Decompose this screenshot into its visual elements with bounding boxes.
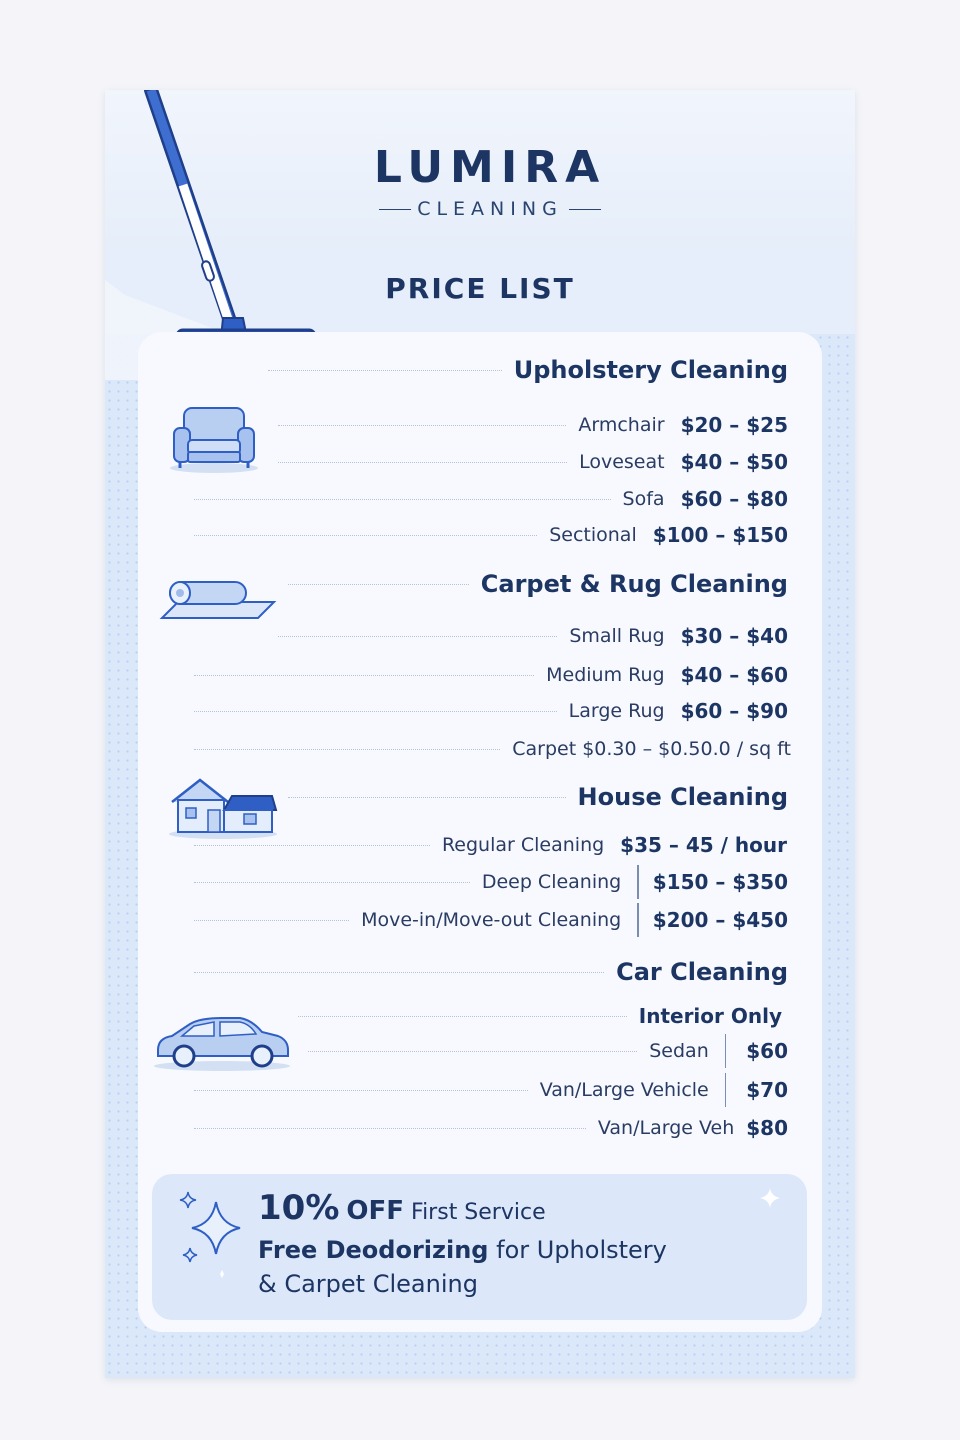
item-label: Deep Cleaning: [481, 871, 622, 893]
item-price: $30 – $40: [680, 624, 788, 648]
leader-dots: [194, 920, 349, 921]
leader-dots: [194, 535, 537, 536]
section-header-car: [194, 957, 788, 987]
price-row: [194, 660, 788, 690]
leader-dots: [194, 972, 604, 973]
price-separator: [637, 865, 639, 899]
item-label: Large Rug: [568, 700, 665, 722]
item-price: $20 – $25: [680, 413, 788, 437]
item-label: Sectional: [549, 524, 637, 546]
price-row: [194, 696, 788, 726]
promo-free-bold: Free Deodorizing: [258, 1236, 489, 1264]
price-row: [194, 905, 788, 935]
section-title-upholstery: Upholstery Cleaning: [513, 356, 788, 384]
brand-tagline: [105, 198, 855, 220]
price-row: [194, 867, 788, 897]
item-price: $60 – $80: [680, 487, 788, 511]
price-row: [194, 1075, 788, 1105]
item-label: Small Rug: [569, 625, 665, 647]
tagline-rule-left: [379, 209, 411, 211]
leader-dots: [308, 1051, 637, 1052]
promo-discount-off: OFF: [346, 1196, 405, 1226]
promo-free-rest: for Upholstery: [496, 1236, 667, 1264]
item-label: Sofa: [622, 488, 665, 510]
promo-discount: [258, 1188, 546, 1228]
price-list-poster: [105, 90, 855, 1378]
item-label: Van/Large Veh: [597, 1117, 735, 1139]
price-row: [194, 830, 787, 860]
item-price: $40 – $60: [680, 663, 788, 687]
item-label: Sedan: [649, 1040, 709, 1062]
section-header-carpet: [288, 569, 788, 599]
price-row: [194, 520, 788, 550]
item-price: $35 – 45 / hour: [620, 833, 787, 857]
section-header-house: [288, 782, 788, 812]
price-row: [278, 447, 788, 477]
car-subtitle: Interior Only: [638, 1004, 782, 1028]
car-icon: [152, 1012, 292, 1072]
armchair-icon: [168, 402, 260, 476]
leader-dots: [298, 1016, 627, 1017]
price-separator: [725, 1073, 727, 1107]
item-price: $70: [746, 1078, 788, 1102]
price-row: [278, 410, 788, 440]
price-separator: [637, 903, 639, 937]
price-row: [194, 734, 791, 764]
promo-box: [152, 1174, 807, 1320]
leader-dots: [194, 711, 557, 712]
price-row: [278, 621, 788, 651]
promo-discount-value: 10%: [258, 1188, 340, 1228]
promo-free-line2: & Carpet Cleaning: [258, 1270, 478, 1298]
item-price: $80: [746, 1116, 788, 1140]
item-label: Regular Cleaning: [441, 834, 605, 856]
leader-dots: [278, 636, 557, 637]
item-price: $200 – $450: [652, 908, 788, 932]
leader-dots: [194, 499, 611, 500]
sparkle-icon: [758, 1186, 782, 1210]
leader-dots: [194, 1128, 586, 1129]
section-title-car: Car Cleaning: [616, 958, 788, 986]
item-price: $40 – $50: [680, 450, 788, 474]
leader-dots: [278, 462, 567, 463]
price-separator: [725, 1034, 727, 1068]
item-label: Medium Rug: [546, 664, 665, 686]
promo-discount-rest: First Service: [411, 1200, 546, 1225]
brand-tagline-text: CLEANING: [417, 198, 563, 220]
section-title-house: House Cleaning: [577, 783, 788, 811]
leader-dots: [288, 584, 469, 585]
sparkle-icon: [178, 1188, 248, 1278]
brand-name: LUMIRA: [373, 142, 607, 193]
item-price: $60: [746, 1039, 788, 1063]
price-row: [194, 484, 788, 514]
item-label: Armchair: [578, 414, 665, 436]
leader-dots: [194, 1090, 528, 1091]
item-label: Carpet $0.30 – $0.50.0 / sq ft: [512, 738, 791, 760]
item-label: Move-in/Move-out Cleaning: [361, 909, 622, 931]
item-label: Van/Large Vehicle: [539, 1079, 709, 1101]
price-list-title: PRICE LIST: [385, 272, 575, 305]
leader-dots: [288, 797, 566, 798]
leader-dots: [194, 845, 430, 846]
item-price: $60 – $90: [680, 699, 788, 723]
price-row: [194, 1113, 788, 1143]
section-header-upholstery: [268, 355, 788, 385]
leader-dots: [268, 370, 502, 371]
leader-dots: [194, 675, 534, 676]
section-title-carpet: Carpet & Rug Cleaning: [480, 570, 788, 598]
price-card: [138, 332, 822, 1332]
leader-dots: [194, 749, 500, 750]
car-subtitle-row: [298, 1001, 782, 1031]
item-label: Loveseat: [579, 451, 665, 473]
leader-dots: [278, 425, 566, 426]
promo-free-line: [258, 1236, 667, 1264]
price-row: [308, 1036, 788, 1066]
item-price: $150 – $350: [652, 870, 788, 894]
rug-roll-icon: [158, 572, 278, 624]
item-price: $100 – $150: [652, 523, 788, 547]
tagline-rule-right: [569, 209, 601, 211]
leader-dots: [194, 882, 470, 883]
